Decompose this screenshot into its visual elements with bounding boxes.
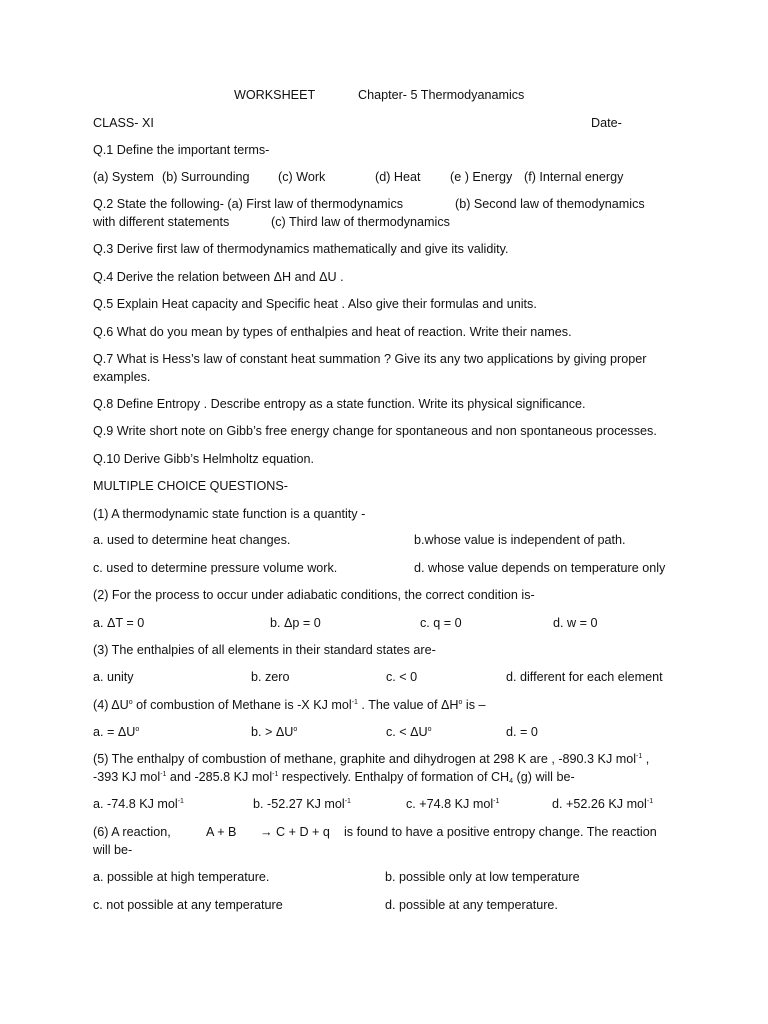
mcq-1-option-c: c. used to determine pressure volume work.	[93, 561, 338, 575]
mcq-5-question-line-1: (5) The enthalpy of combustion of methane, graphite and dihydrogen at 298 K are , -890.3 KJ mol$^{-1}$ ,	[93, 752, 650, 766]
date-label: Date-	[591, 116, 622, 130]
mcq-4-question: (4) $\Delta U^o$ of combustion of Methane is -X KJ mol$^{-1}$ . The value of $\Delta H^o$ is –	[93, 698, 486, 712]
mcq-2-option-d: d. w = 0	[553, 616, 598, 630]
mcq-heading: MULTIPLE CHOICE QUESTIONS-	[93, 479, 288, 493]
mcq-6-option-a: a. possible at high temperature.	[93, 870, 270, 884]
chapter-title: Chapter- 5 Thermodyanamics	[358, 88, 525, 102]
question-2-option-c: (c) Third law of thermodynamics	[271, 215, 450, 229]
question-1: Q.1 Define the important terms-	[93, 143, 270, 157]
mcq-2-option-b: b. Δp = 0	[270, 616, 321, 630]
question-3: Q.3 Derive first law of thermodynamics mathematically and give its validity.	[93, 242, 509, 256]
mcq-3-option-d: d. different for each element	[506, 670, 663, 684]
reaction-arrow-icon: →	[260, 825, 273, 839]
mcq-5-option-a: a. -74.8 KJ mol$^{-1}$	[93, 797, 184, 811]
term-surrounding: (b) Surrounding	[162, 170, 250, 184]
mcq-6-reactants: A + B	[206, 825, 237, 839]
mcq-3-option-a: a. unity	[93, 670, 134, 684]
mcq-6-question-label: (6) A reaction,	[93, 825, 171, 839]
mcq-6-option-b: b. possible only at low temperature	[385, 870, 580, 884]
question-2-line-1: Q.2 State the following- (a) First law of thermodynamics	[93, 197, 404, 211]
mcq-5-question-line-2: -393 KJ mol$^{-1}$ and -285.8 KJ mol$^{-1}$ respectively. Enthalpy of formation of $CH_4$ (g) will be-	[93, 770, 575, 785]
mcq-3-question: (3) The enthalpies of all elements in their standard states are-	[93, 643, 436, 657]
question-2-option-b: (b) Second law of themodynamics	[455, 197, 645, 211]
question-10: Q.10 Derive Gibb’s Helmholtz equation.	[93, 452, 314, 466]
term-system: (a) System	[93, 170, 154, 184]
question-9: Q.9 Write short note on Gibb’s free energy change for spontaneous and non spontaneous processes.	[93, 424, 657, 438]
mcq-1-option-d: d. whose value depends on temperature only	[414, 561, 666, 575]
term-work: (c) Work	[278, 170, 326, 184]
mcq-4-option-a: a. = $\Delta U^o$	[93, 725, 140, 739]
worksheet-title: WORKSHEET	[234, 88, 316, 102]
mcq-2-option-a: a. ΔT = 0	[93, 616, 145, 630]
mcq-5-option-d: d. +52.26 KJ mol$^{-1}$	[552, 797, 654, 811]
mcq-4-option-b: b. > $\Delta U^o$	[251, 725, 298, 739]
mcq-4-option-d: d. = 0	[506, 725, 538, 739]
mcq-6-option-d: d. possible at any temperature.	[385, 898, 558, 912]
term-internal-energy: (f) Internal energy	[524, 170, 624, 184]
mcq-2-question: (2) For the process to occur under adiabatic conditions, the correct condition is-	[93, 588, 535, 602]
term-energy: (e ) Energy	[450, 170, 513, 184]
mcq-1-option-b: b.whose value is independent of path.	[414, 533, 626, 547]
mcq-6-question-line-2: will be-	[93, 843, 133, 857]
mcq-6-products: C + D + q	[276, 825, 330, 839]
mcq-5-option-c: c. +74.8 KJ mol$^{-1}$	[406, 797, 500, 811]
question-6: Q.6 What do you mean by types of enthalpies and heat of reaction. Write their names.	[93, 325, 572, 339]
mcq-6-option-c: c. not possible at any temperature	[93, 898, 283, 912]
term-heat: (d) Heat	[375, 170, 421, 184]
question-8: Q.8 Define Entropy . Describe entropy as a state function. Write its physical significance.	[93, 397, 586, 411]
class-label: CLASS- XI	[93, 116, 154, 130]
mcq-4-option-c: c. < $\Delta U^o$	[386, 725, 432, 739]
mcq-1-option-a: a. used to determine heat changes.	[93, 533, 291, 547]
mcq-2-option-c: c. q = 0	[420, 616, 462, 630]
question-7-line-1: Q.7 What is Hess’s law of constant heat summation ? Give its any two applications by giving proper	[93, 352, 647, 366]
mcq-5-option-b: b. -52.27 KJ mol$^{-1}$	[253, 797, 351, 811]
question-4: Q.4 Derive the relation between ΔH and ΔU .	[93, 270, 344, 284]
mcq-3-option-c: c. < 0	[386, 670, 418, 684]
question-7-line-2: examples.	[93, 370, 151, 384]
mcq-1-question: (1) A thermodynamic state function is a quantity -	[93, 507, 366, 521]
question-5: Q.5 Explain Heat capacity and Specific heat . Also give their formulas and units.	[93, 297, 537, 311]
mcq-3-option-b: b. zero	[251, 670, 290, 684]
question-2-line-2: with different statements	[93, 215, 230, 229]
mcq-6-question-text: is found to have a positive entropy change. The reaction	[344, 825, 657, 839]
